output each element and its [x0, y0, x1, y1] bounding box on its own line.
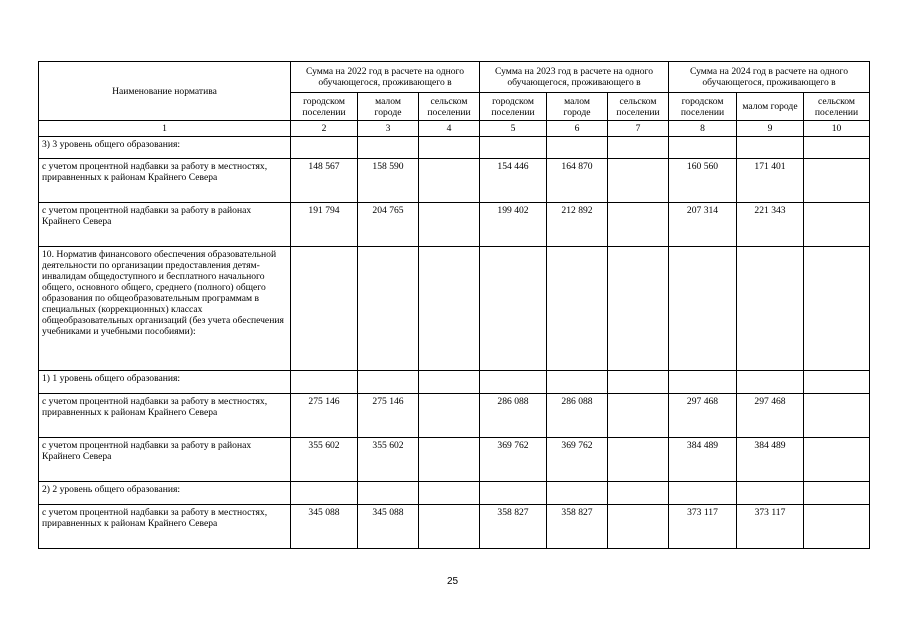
header-sub-rural: сельском поселении — [804, 93, 870, 121]
row-value — [480, 482, 547, 505]
row-value: 160 560 — [669, 159, 737, 203]
row-name: с учетом процентной надбавки за работу в районах Крайнего Севера — [39, 438, 291, 482]
header-name-col: Наименование норматива — [39, 62, 291, 121]
header-sub-urban: городском поселении — [669, 93, 737, 121]
row-value: 355 602 — [358, 438, 419, 482]
table-row — [39, 371, 870, 394]
row-name: 1) 1 уровень общего образования: — [39, 371, 291, 394]
row-value: 199 402 — [480, 203, 547, 247]
row-value — [608, 371, 669, 394]
table-row — [39, 137, 870, 159]
row-value — [608, 203, 669, 247]
col-number: 10 — [804, 121, 870, 137]
row-value — [804, 505, 870, 549]
col-number: 9 — [737, 121, 804, 137]
row-value: 275 146 — [291, 394, 358, 438]
row-value: 221 343 — [737, 203, 804, 247]
row-value — [804, 159, 870, 203]
row-value: 358 827 — [480, 505, 547, 549]
page-number: 25 — [446, 576, 459, 587]
header-sub-rural: сельском поселении — [608, 93, 669, 121]
table-row — [39, 505, 870, 549]
row-value: 164 870 — [547, 159, 608, 203]
row-value — [737, 482, 804, 505]
row-value — [804, 438, 870, 482]
col-number: 6 — [547, 121, 608, 137]
row-value: 286 088 — [547, 394, 608, 438]
row-value — [608, 505, 669, 549]
row-value — [419, 159, 480, 203]
row-value: 384 489 — [737, 438, 804, 482]
col-number: 8 — [669, 121, 737, 137]
table-row — [39, 438, 870, 482]
row-value: 297 468 — [669, 394, 737, 438]
row-value: 204 765 — [358, 203, 419, 247]
row-value — [291, 137, 358, 159]
row-value — [419, 394, 480, 438]
header-year-2022: Сумма на 2022 год в расчете на одного обучающегося, проживающего в — [291, 62, 480, 93]
row-name: с учетом процентной надбавки за работу в местностях, приравненных к районам Крайнего Севера — [39, 394, 291, 438]
row-value — [547, 137, 608, 159]
row-value — [669, 137, 737, 159]
row-value: 369 762 — [480, 438, 547, 482]
row-value — [480, 137, 547, 159]
row-value — [804, 371, 870, 394]
col-number: 4 — [419, 121, 480, 137]
row-value — [419, 482, 480, 505]
row-value — [291, 247, 358, 371]
row-value — [419, 203, 480, 247]
table-body — [39, 137, 870, 549]
row-value: 207 314 — [669, 203, 737, 247]
row-value: 158 590 — [358, 159, 419, 203]
row-value — [737, 137, 804, 159]
col-number: 1 — [39, 121, 291, 137]
col-number: 3 — [358, 121, 419, 137]
row-value: 191 794 — [291, 203, 358, 247]
row-name: 3) 3 уровень общего образования: — [39, 137, 291, 159]
row-value — [608, 247, 669, 371]
header-sub-urban: городском поселении — [291, 93, 358, 121]
row-value — [358, 371, 419, 394]
row-value — [608, 438, 669, 482]
row-value — [804, 394, 870, 438]
table-row — [39, 159, 870, 203]
row-name: с учетом процентной надбавки за работу в местностях, приравненных к районам Крайнего Севера — [39, 505, 291, 549]
row-value: 355 602 — [291, 438, 358, 482]
row-value — [480, 247, 547, 371]
col-number: 7 — [608, 121, 669, 137]
row-value — [669, 482, 737, 505]
row-name: с учетом процентной надбавки за работу в районах Крайнего Севера — [39, 203, 291, 247]
row-value — [419, 371, 480, 394]
normative-table — [38, 61, 870, 549]
table-row — [39, 247, 870, 371]
row-value — [804, 137, 870, 159]
row-value — [419, 505, 480, 549]
row-value — [358, 137, 419, 159]
row-value: 358 827 — [547, 505, 608, 549]
row-value — [804, 247, 870, 371]
row-value: 373 117 — [669, 505, 737, 549]
row-value — [358, 247, 419, 371]
row-value — [547, 371, 608, 394]
header-sub-town: малом городе — [737, 93, 804, 121]
row-value — [480, 371, 547, 394]
header-sub-urban: городском поселении — [480, 93, 547, 121]
row-value — [669, 371, 737, 394]
row-value — [291, 482, 358, 505]
table-row — [39, 482, 870, 505]
row-value — [804, 482, 870, 505]
row-value: 384 489 — [669, 438, 737, 482]
row-value — [608, 159, 669, 203]
row-value — [419, 247, 480, 371]
row-value: 212 892 — [547, 203, 608, 247]
row-value: 148 567 — [291, 159, 358, 203]
row-value — [608, 394, 669, 438]
row-value — [608, 137, 669, 159]
row-value — [737, 371, 804, 394]
row-value: 275 146 — [358, 394, 419, 438]
table-row — [39, 394, 870, 438]
header-sub-town: малом городе — [358, 93, 419, 121]
col-number: 5 — [480, 121, 547, 137]
row-value: 297 468 — [737, 394, 804, 438]
row-value: 373 117 — [737, 505, 804, 549]
row-value — [804, 203, 870, 247]
header-sub-town: малом городе — [547, 93, 608, 121]
row-name: с учетом процентной надбавки за работу в местностях, приравненных к районам Крайнего Севера — [39, 159, 291, 203]
row-value — [547, 482, 608, 505]
row-value — [608, 482, 669, 505]
row-value: 171 401 — [737, 159, 804, 203]
col-number: 2 — [291, 121, 358, 137]
row-value: 369 762 — [547, 438, 608, 482]
table-row — [39, 203, 870, 247]
row-name: 10. Норматив финансового обеспечения образовательной деятельности по организации предоставления детям-инвалидам общедоступного и бесплатного начального общего, основного общего, среднего (полного) общего образования по общеобразовательным программам в специальных (коррекционных) классах общеобразовательных организаций (без учета обеспечения учебниками и учебными пособиями): — [39, 247, 291, 371]
header-sub-rural: сельском поселении — [419, 93, 480, 121]
row-value — [419, 137, 480, 159]
row-value: 345 088 — [358, 505, 419, 549]
header-year-2024: Сумма на 2024 год в расчете на одного обучающегося, проживающего в — [669, 62, 870, 93]
row-value: 345 088 — [291, 505, 358, 549]
row-value — [291, 371, 358, 394]
row-value — [358, 482, 419, 505]
row-value: 154 446 — [480, 159, 547, 203]
row-value — [419, 438, 480, 482]
row-name: 2) 2 уровень общего образования: — [39, 482, 291, 505]
header-year-2023: Сумма на 2023 год в расчете на одного обучающегося, проживающего в — [480, 62, 669, 93]
row-value — [669, 247, 737, 371]
row-value — [547, 247, 608, 371]
row-value — [737, 247, 804, 371]
row-value: 286 088 — [480, 394, 547, 438]
